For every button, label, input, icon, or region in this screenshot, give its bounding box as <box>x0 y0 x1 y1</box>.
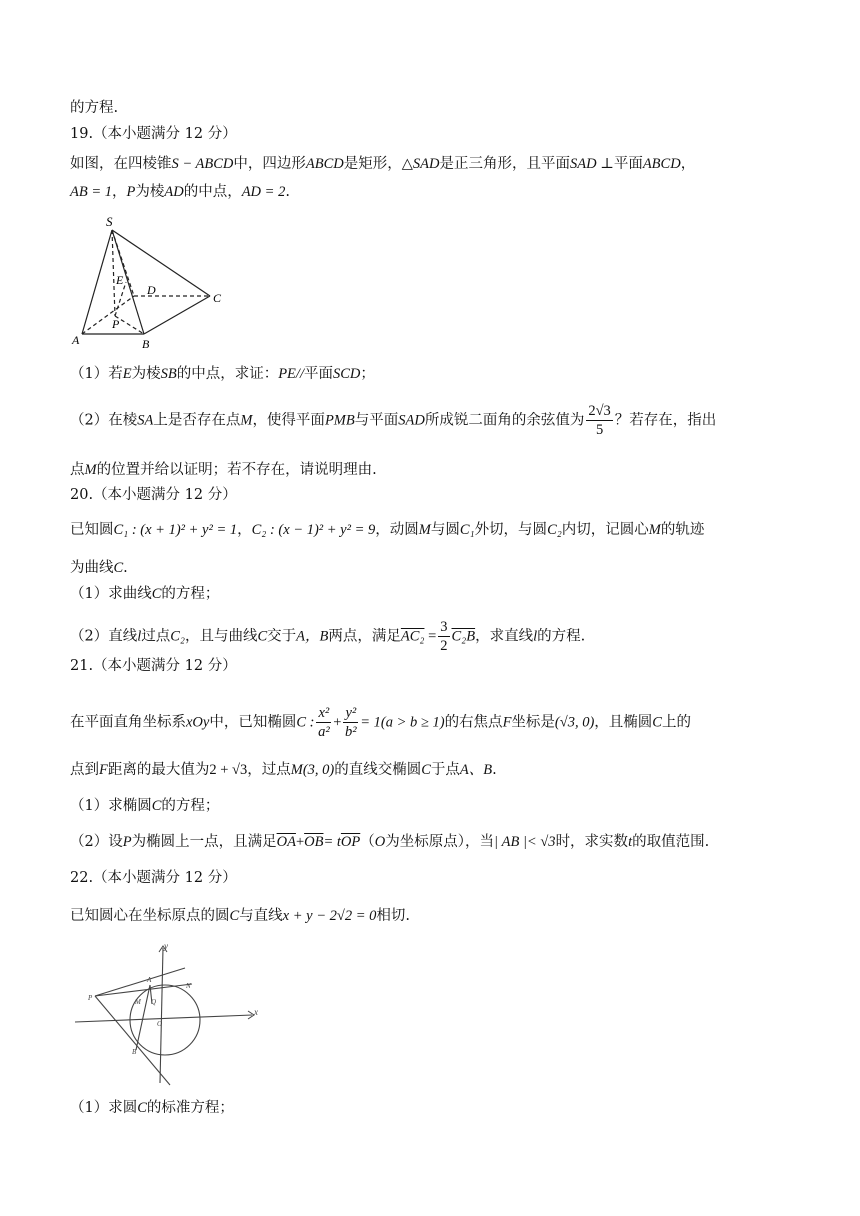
math: AD <box>164 184 184 200</box>
label-E: E <box>116 273 124 287</box>
q21-statement-line1 <box>70 704 691 741</box>
t: 与直线 <box>239 908 283 924</box>
t: . <box>492 762 497 778</box>
t: 为曲线 <box>70 560 114 576</box>
t: 的方程； <box>161 586 220 602</box>
math: F <box>99 762 108 778</box>
numerator: 3 <box>440 619 448 635</box>
t: 时，求实数 <box>555 834 629 850</box>
math: SAD <box>398 412 425 429</box>
q19-statement-line1 <box>70 154 695 174</box>
t: 是正三角形，且平面 <box>439 156 570 172</box>
q21-statement-line2 <box>70 760 497 780</box>
math: C₁ <box>459 522 475 538</box>
math: C <box>151 798 162 814</box>
math: C₂ <box>547 522 562 538</box>
math: M <box>240 412 253 429</box>
math: C₂ : (x − 1)² + y² = 9 <box>251 522 376 538</box>
math: t <box>628 834 633 850</box>
t: 相切. <box>376 908 410 924</box>
t: 交于 <box>267 628 297 645</box>
label-A: A <box>147 976 152 984</box>
header-text: 19.（本小题满分 12 分） <box>70 126 237 142</box>
q19-part2 <box>70 402 716 439</box>
t: 所成锐二面角的余弦值为 <box>424 412 585 429</box>
label-B: B <box>132 1048 137 1056</box>
math: | AB |< √3 <box>494 834 556 850</box>
math: P <box>122 834 132 850</box>
numerator: 2√3 <box>588 403 611 419</box>
circle-tangent-figure <box>70 938 270 1088</box>
label-x: x <box>254 1007 258 1017</box>
math: xOy <box>186 714 210 731</box>
math: F <box>502 714 512 731</box>
plus: + <box>333 714 342 731</box>
math: C <box>113 560 124 576</box>
t: ，且与曲线 <box>184 628 258 645</box>
math: = t <box>323 834 341 850</box>
vector: $\overline{OP}$ <box>340 834 361 850</box>
label-S: S <box>106 214 113 229</box>
math: SB <box>160 366 177 382</box>
t: 两点，满足 <box>328 628 401 645</box>
t: 中，四边形 <box>233 156 306 172</box>
math: ABCD <box>642 156 681 172</box>
t: 上是否存在点 <box>153 412 241 429</box>
t: 在平面直角坐标系 <box>70 714 186 731</box>
math: C <box>137 1100 147 1116</box>
t: 的右焦点 <box>444 714 503 731</box>
t: ； <box>360 366 375 382</box>
t: 的直线交椭圆 <box>334 762 422 778</box>
math: (√3, 0) <box>554 714 595 731</box>
math: O <box>374 834 386 850</box>
q21-header <box>70 656 237 676</box>
t: 的方程； <box>161 798 220 814</box>
math: l <box>533 628 538 645</box>
q20-statement-line1 <box>70 520 704 540</box>
q19-part2-cont <box>70 460 377 480</box>
t: （1）若 <box>70 366 123 382</box>
t: 上的 <box>661 714 691 731</box>
q21-part2 <box>70 832 709 852</box>
math: C <box>652 714 662 731</box>
fraction <box>438 618 449 655</box>
q22-statement <box>70 906 410 926</box>
pyramid-figure <box>70 210 240 350</box>
q22-header <box>70 868 237 888</box>
numerator: y² <box>345 705 357 721</box>
q19-header <box>70 124 237 144</box>
t: ，使得平面 <box>252 412 325 429</box>
header-text: 20.（本小题满分 12 分） <box>70 487 237 503</box>
t: 的中点， <box>183 184 242 200</box>
t: 外切，与圆 <box>474 522 548 538</box>
header-text: 21.（本小题满分 12 分） <box>70 658 237 674</box>
math: C <box>421 762 431 778</box>
t: 为棱 <box>131 366 161 382</box>
q21-part1 <box>70 796 219 816</box>
q20-header <box>70 485 237 505</box>
math: = <box>428 628 437 645</box>
math: = 1(a > b ≥ 1) <box>360 714 445 731</box>
t: 为椭圆上一点，且满足 <box>131 834 277 850</box>
q20-part1 <box>70 584 219 604</box>
math: M(3, 0) <box>290 762 335 778</box>
t: 已知圆心在坐标原点的圆 <box>70 908 230 924</box>
q20-statement-line2 <box>70 558 128 578</box>
t: （2）设 <box>70 834 123 850</box>
fraction-y <box>343 704 358 741</box>
math: A、B <box>459 762 493 778</box>
math: E <box>122 366 132 382</box>
math: AB = 1 <box>70 184 112 200</box>
t: 已知圆 <box>70 522 114 538</box>
t: ， <box>237 522 252 538</box>
t: ，求直线 <box>475 628 534 645</box>
t: 与圆 <box>430 522 460 538</box>
t: ，过点 <box>247 762 291 778</box>
t: 点 <box>70 462 85 478</box>
t: 的中点，求证： <box>176 366 279 382</box>
t: 距离的最大值为 <box>107 762 210 778</box>
math: 2 + √3 <box>209 762 248 778</box>
t: 是矩形， <box>343 156 402 172</box>
t: 坐标是 <box>511 714 555 731</box>
q19-statement-line2 <box>70 182 290 202</box>
fraction <box>586 402 612 439</box>
math: C : <box>296 714 315 731</box>
t: （ <box>360 834 375 850</box>
math: A，B <box>296 628 329 645</box>
math: C <box>229 908 240 924</box>
t: （1）求椭圆 <box>70 798 152 814</box>
t: 平面 <box>613 156 643 172</box>
label-P: P <box>112 317 120 331</box>
math: M <box>648 522 661 538</box>
label-C: C <box>213 291 222 305</box>
numerator: x² <box>318 705 330 721</box>
math: PMB <box>324 412 355 429</box>
math: SCD <box>332 366 361 382</box>
math: M <box>418 522 431 538</box>
vector: $\overline{OA}$ <box>276 834 296 850</box>
math: ABCD <box>305 156 344 172</box>
math: l <box>137 628 142 645</box>
text: 的方程. <box>70 100 119 116</box>
label-O: O <box>157 1020 163 1028</box>
label-y: y <box>164 941 168 951</box>
label-Q: Q <box>151 998 157 1006</box>
t: 点到 <box>70 762 99 778</box>
q19-part1 <box>70 364 375 384</box>
math: C₁ : (x + 1)² + y² = 1 <box>113 522 238 538</box>
t: 的取值范围. <box>632 834 710 850</box>
t: ？若存在，指出 <box>614 412 717 429</box>
math: SAD ⊥ <box>569 156 614 172</box>
t: 的位置并给以证明；若不存在，请说明理由. <box>96 462 377 478</box>
t: 的标准方程； <box>146 1100 234 1116</box>
t: 如图，在四棱锥 <box>70 156 172 172</box>
label-M: M <box>135 998 141 1006</box>
t: ， <box>112 184 127 200</box>
t: ， <box>680 156 696 172</box>
t: ，动圆 <box>375 522 419 538</box>
header-text: 22.（本小题满分 12 分） <box>70 870 237 886</box>
math: AD = 2 <box>241 184 286 200</box>
t: 的轨迹 <box>660 522 705 538</box>
t: （2）直线 <box>70 628 138 645</box>
t: 中，已知椭圆 <box>209 714 297 731</box>
t: 平面 <box>303 366 333 382</box>
t: （1）求曲线 <box>70 586 152 602</box>
t: 为坐标原点），当 <box>385 834 494 850</box>
t: 过点 <box>141 628 171 645</box>
t: （2）在棱 <box>70 412 138 429</box>
t: 与平面 <box>354 412 399 429</box>
fraction-x <box>316 704 331 741</box>
label-D: D <box>147 283 156 297</box>
math: PE// <box>278 366 304 382</box>
math: C₂ <box>170 628 185 645</box>
math: M <box>84 462 97 478</box>
label-N: N <box>186 982 191 990</box>
math: C <box>257 628 268 645</box>
t: 的方程. <box>537 628 586 645</box>
vector: C₂B <box>451 628 476 645</box>
plus: + <box>295 834 305 850</box>
denominator: 5 <box>595 422 604 438</box>
denominator: 2 <box>440 638 448 654</box>
q22-part1 <box>70 1098 234 1118</box>
vector: AC₂ <box>400 628 425 645</box>
t: （1）求圆 <box>70 1100 138 1116</box>
t: 内切，记圆心 <box>561 522 649 538</box>
math: △SAD <box>401 156 440 172</box>
continuation-text <box>70 98 118 118</box>
q20-part2 <box>70 618 585 655</box>
denominator: b² <box>345 724 357 740</box>
t: . <box>123 560 128 576</box>
vector: $\overline{OB}$ <box>304 834 324 850</box>
math: SA <box>137 412 154 429</box>
t: ，且椭圆 <box>594 714 653 731</box>
math: S − ABCD <box>171 156 234 172</box>
math: P <box>126 184 136 200</box>
label-B: B <box>142 337 150 350</box>
label-A: A <box>72 333 80 347</box>
label-P: P <box>88 994 93 1002</box>
t: 为棱 <box>135 184 165 200</box>
t: 于点 <box>430 762 460 778</box>
math: C <box>151 586 162 602</box>
t: . <box>285 184 290 200</box>
math: x + y − 2√2 = 0 <box>282 908 377 924</box>
denominator: a² <box>318 724 330 740</box>
